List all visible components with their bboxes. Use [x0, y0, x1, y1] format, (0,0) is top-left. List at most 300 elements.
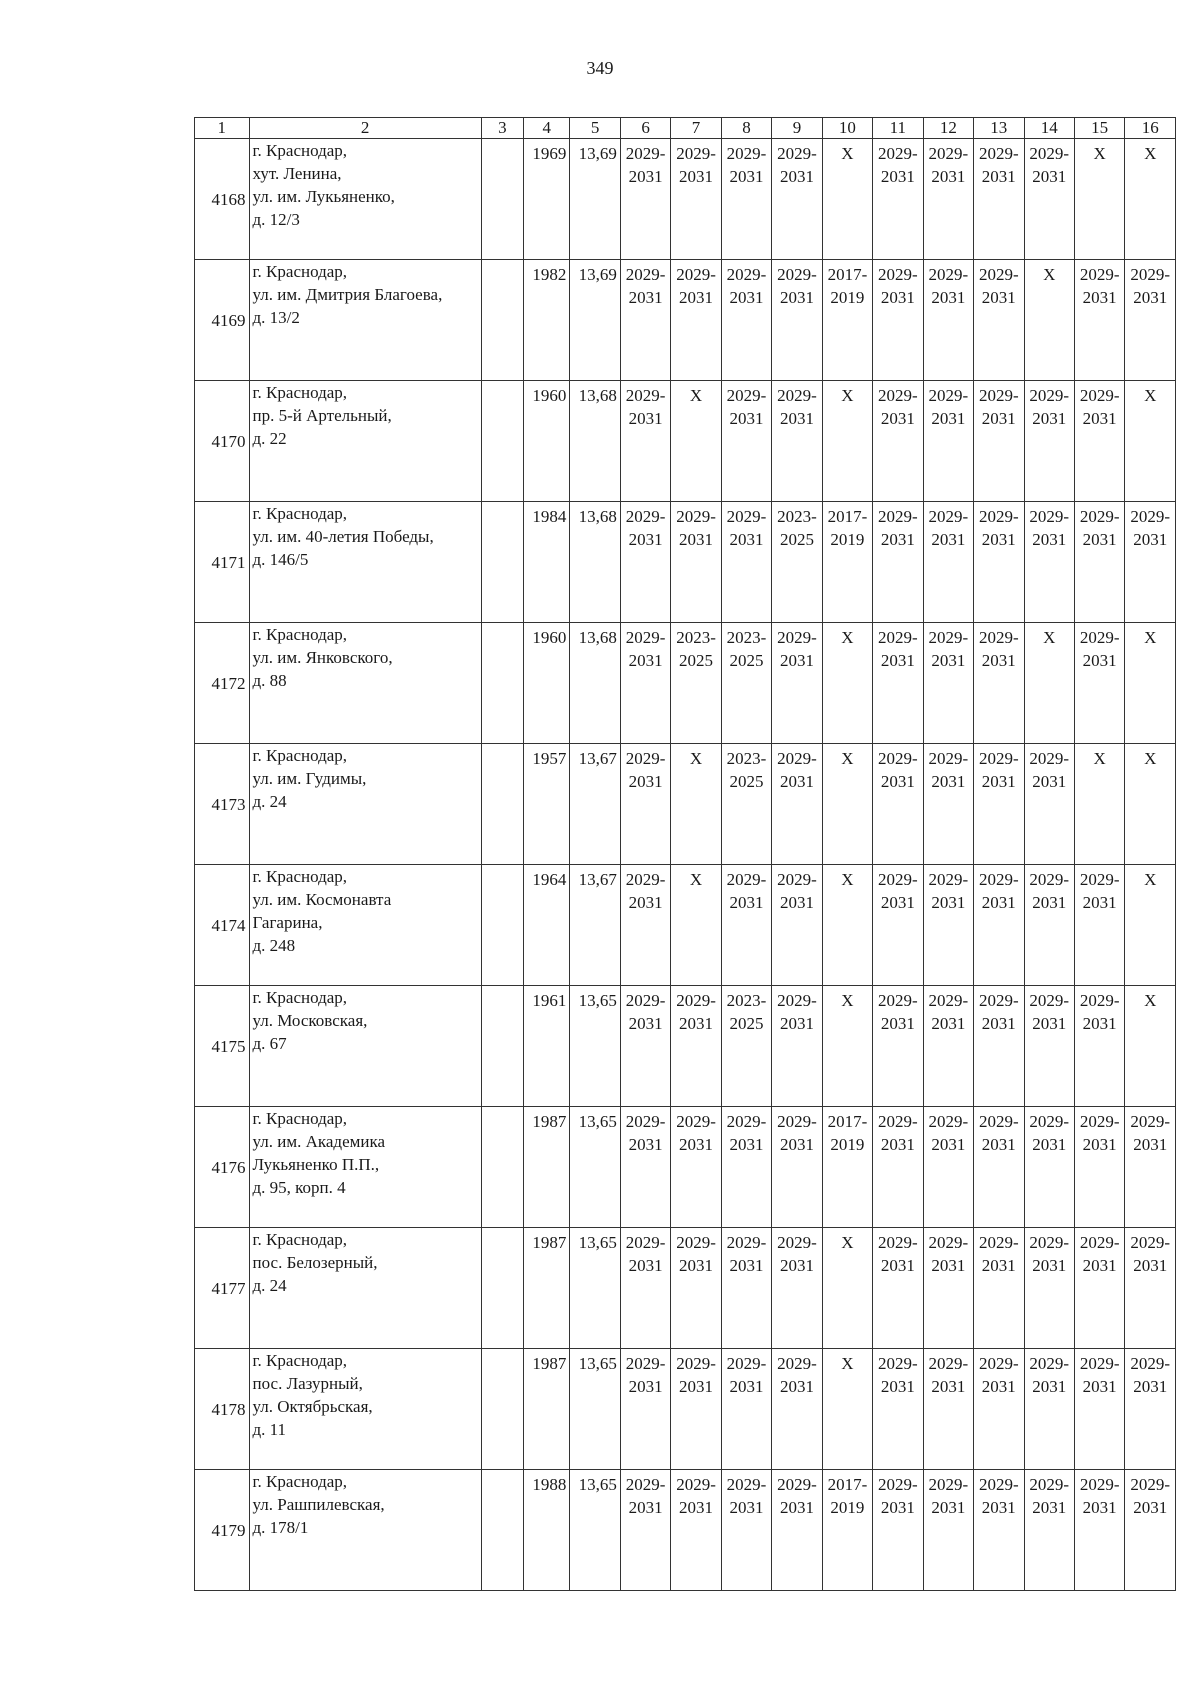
- period-text: 2029-: [978, 628, 1019, 647]
- value-cell: 13,65: [570, 1470, 620, 1591]
- period-text: 2029-: [726, 265, 767, 284]
- period-text: 2029-: [726, 870, 767, 889]
- period-text: 2017-: [827, 1475, 868, 1494]
- period-cell: [772, 381, 822, 502]
- period-cell: [1074, 502, 1124, 623]
- period-text: 2031: [628, 893, 663, 912]
- period-text: 2031: [679, 1135, 714, 1154]
- period-text: 2029-: [978, 507, 1019, 526]
- period-cell: [671, 381, 721, 502]
- address-line: д. 146/5: [252, 550, 309, 569]
- year-cell: 1960: [524, 381, 570, 502]
- period-cell: [822, 139, 872, 260]
- period-text: 2031: [679, 1498, 714, 1517]
- period-text: 2031: [981, 772, 1016, 791]
- period-text: 2029-: [1029, 1475, 1070, 1494]
- period-cell: [721, 986, 771, 1107]
- period-text: 2029-: [676, 1475, 716, 1494]
- period-text: X: [689, 386, 703, 405]
- period-text: 2031: [628, 1377, 663, 1396]
- period-text: 2031: [1032, 772, 1067, 791]
- address-line: ул. им. Академика: [252, 1132, 386, 1151]
- period-text: 2017-: [827, 1112, 868, 1131]
- row-number: 4172: [195, 623, 250, 744]
- period-text: 2031: [1032, 409, 1067, 428]
- period-cell: [721, 260, 771, 381]
- period-text: 2031: [628, 409, 663, 428]
- period-text: X: [841, 628, 854, 647]
- period-cell: [822, 1349, 872, 1470]
- period-text: 2023-: [676, 628, 716, 647]
- period-text: 2031: [981, 1256, 1016, 1275]
- address-line: г. Краснодар,: [252, 867, 348, 886]
- period-text: X: [841, 144, 854, 163]
- period-cell: [974, 260, 1024, 381]
- period-cell: [923, 1228, 973, 1349]
- address-line: пос. Лазурный,: [252, 1374, 363, 1393]
- year-cell: 1964: [524, 865, 570, 986]
- address-cell: [249, 744, 481, 865]
- period-text: 2029-: [1029, 991, 1070, 1010]
- period-text: 2029-: [777, 1112, 817, 1131]
- address-line: ул. им. Гудимы,: [252, 769, 367, 788]
- period-text: X: [841, 1354, 854, 1373]
- period-text: 2029-: [928, 749, 969, 768]
- address-line: д. 95, корп. 4: [252, 1178, 346, 1197]
- column-header: 4: [524, 118, 570, 139]
- year-cell: 1987: [524, 1107, 570, 1228]
- housing-schedule-table: [194, 117, 1176, 1591]
- period-cell: [822, 1107, 872, 1228]
- period-text: 2029-: [777, 1475, 817, 1494]
- address-cell: [249, 1349, 481, 1470]
- period-text: 2031: [1082, 530, 1117, 549]
- period-cell: [822, 381, 872, 502]
- period-cell: [620, 381, 670, 502]
- period-text: 2031: [1032, 1135, 1067, 1154]
- value-cell: 13,68: [570, 623, 620, 744]
- period-text: 2029-: [928, 1354, 969, 1373]
- period-cell: [671, 1107, 721, 1228]
- period-text: 2029-: [777, 628, 817, 647]
- period-cell: [923, 986, 973, 1107]
- period-cell: [1125, 1107, 1176, 1228]
- address-line: Гагарина,: [252, 913, 323, 932]
- period-cell: [873, 623, 923, 744]
- period-cell: [721, 1107, 771, 1228]
- period-cell: [1074, 623, 1124, 744]
- period-cell: [923, 139, 973, 260]
- period-cell: [671, 502, 721, 623]
- row-number: 4173: [195, 744, 250, 865]
- period-text: X: [1144, 144, 1157, 163]
- period-cell: [772, 1349, 822, 1470]
- period-cell: [974, 744, 1024, 865]
- period-text: 2029-: [928, 1112, 969, 1131]
- period-text: X: [1144, 870, 1157, 889]
- period-text: 2031: [679, 1014, 714, 1033]
- period-cell: [671, 1228, 721, 1349]
- address-line: ул. Московская,: [252, 1011, 368, 1030]
- year-cell: 1969: [524, 139, 570, 260]
- period-cell: [1074, 744, 1124, 865]
- period-cell: [923, 744, 973, 865]
- period-text: 2029-: [878, 1233, 918, 1252]
- period-text: 2031: [628, 1014, 663, 1033]
- empty-cell: [481, 623, 523, 744]
- empty-cell: [481, 260, 523, 381]
- year-cell: 1957: [524, 744, 570, 865]
- period-text: 2031: [880, 651, 915, 670]
- period-text: 2029-: [1079, 991, 1120, 1010]
- period-text: 2031: [729, 1498, 764, 1517]
- period-cell: [1125, 381, 1176, 502]
- period-cell: [1074, 139, 1124, 260]
- address-line: г. Краснодар,: [252, 1109, 348, 1128]
- year-cell: 1987: [524, 1349, 570, 1470]
- period-cell: [1125, 986, 1176, 1107]
- table-row: [195, 1349, 1176, 1470]
- period-cell: [923, 381, 973, 502]
- period-cell: [923, 865, 973, 986]
- period-text: 2031: [880, 1256, 915, 1275]
- address-line: г. Краснодар,: [252, 262, 348, 281]
- period-cell: [721, 865, 771, 986]
- period-text: 2031: [729, 1256, 764, 1275]
- period-text: 2031: [679, 530, 714, 549]
- period-text: 2029-: [1130, 1233, 1171, 1252]
- period-text: 2023-: [777, 507, 817, 526]
- period-text: 2031: [1082, 288, 1117, 307]
- period-cell: [772, 1107, 822, 1228]
- period-text: 2031: [931, 893, 966, 912]
- period-cell: [1125, 623, 1176, 744]
- period-text: 2029-: [1130, 265, 1171, 284]
- period-text: 2029-: [1079, 1112, 1120, 1131]
- period-cell: [671, 744, 721, 865]
- period-text: 2031: [880, 772, 915, 791]
- period-text: X: [1144, 749, 1157, 768]
- period-text: 2019: [830, 530, 865, 549]
- address-line: г. Краснодар,: [252, 625, 348, 644]
- period-cell: [1024, 865, 1074, 986]
- period-text: 2031: [931, 1256, 966, 1275]
- empty-cell: [481, 1228, 523, 1349]
- table-row: [195, 1470, 1176, 1591]
- period-text: 2029-: [928, 1233, 969, 1252]
- period-text: 2029-: [1079, 386, 1120, 405]
- period-cell: [1024, 1107, 1074, 1228]
- period-text: 2031: [981, 167, 1016, 186]
- table-row: [195, 502, 1176, 623]
- period-cell: [1074, 865, 1124, 986]
- period-text: 2031: [1032, 1377, 1067, 1396]
- period-cell: [721, 139, 771, 260]
- period-cell: [671, 865, 721, 986]
- period-text: 2029-: [625, 628, 666, 647]
- period-text: 2029-: [978, 1112, 1019, 1131]
- address-line: д. 24: [252, 792, 287, 811]
- period-text: 2031: [1082, 893, 1117, 912]
- year-cell: 1961: [524, 986, 570, 1107]
- period-text: 2029-: [777, 749, 817, 768]
- period-cell: [772, 744, 822, 865]
- period-cell: [822, 502, 872, 623]
- period-cell: [620, 1228, 670, 1349]
- address-cell: [249, 381, 481, 502]
- period-cell: [620, 1349, 670, 1470]
- period-text: 2031: [779, 651, 814, 670]
- period-text: 2031: [628, 167, 663, 186]
- row-number: 4177: [195, 1228, 250, 1349]
- period-cell: [974, 623, 1024, 744]
- period-text: 2029-: [625, 265, 666, 284]
- period-cell: [1125, 502, 1176, 623]
- period-cell: [721, 381, 771, 502]
- period-text: 2031: [880, 893, 915, 912]
- period-text: 2019: [830, 1498, 865, 1517]
- period-text: 2029-: [928, 265, 969, 284]
- period-text: 2031: [679, 1377, 714, 1396]
- period-cell: [1125, 139, 1176, 260]
- table-row: [195, 744, 1176, 865]
- value-cell: 13,65: [570, 1349, 620, 1470]
- row-number: 4168: [195, 139, 250, 260]
- period-text: 2031: [1082, 1014, 1117, 1033]
- year-cell: 1988: [524, 1470, 570, 1591]
- table-body: [195, 139, 1176, 1591]
- period-text: 2025: [729, 1014, 764, 1033]
- column-header: 16: [1125, 118, 1176, 139]
- period-cell: [1074, 986, 1124, 1107]
- address-line: Лукьяненко П.П.,: [252, 1155, 380, 1174]
- period-text: 2031: [1082, 409, 1117, 428]
- period-cell: [1024, 986, 1074, 1107]
- period-text: 2029-: [978, 265, 1019, 284]
- period-cell: [620, 623, 670, 744]
- value-cell: 13,68: [570, 502, 620, 623]
- address-line: г. Краснодар,: [252, 504, 348, 523]
- empty-cell: [481, 1470, 523, 1591]
- period-cell: [1074, 381, 1124, 502]
- period-text: 2031: [880, 1498, 915, 1517]
- row-number: 4176: [195, 1107, 250, 1228]
- address-line: г. Краснодар,: [252, 746, 348, 765]
- period-cell: [923, 623, 973, 744]
- column-header: 1: [195, 118, 250, 139]
- period-text: 2029-: [676, 1354, 716, 1373]
- row-number: 4171: [195, 502, 250, 623]
- period-cell: [1024, 260, 1074, 381]
- period-cell: [923, 502, 973, 623]
- column-header: 9: [772, 118, 822, 139]
- period-text: 2029-: [1029, 507, 1070, 526]
- row-number: 4175: [195, 986, 250, 1107]
- period-text: 2031: [880, 1135, 915, 1154]
- year-cell: 1984: [524, 502, 570, 623]
- period-text: 2029-: [676, 507, 716, 526]
- period-text: X: [1093, 144, 1106, 163]
- period-text: 2031: [931, 1135, 966, 1154]
- value-cell: 13,65: [570, 1107, 620, 1228]
- period-cell: [923, 1107, 973, 1228]
- period-cell: [721, 623, 771, 744]
- period-text: X: [689, 749, 703, 768]
- address-line: ул. им. Лукьяненко,: [252, 187, 395, 206]
- value-cell: 13,67: [570, 744, 620, 865]
- period-text: 2029-: [1079, 1475, 1120, 1494]
- period-text: 2029-: [625, 870, 666, 889]
- period-cell: [671, 623, 721, 744]
- period-text: 2029-: [676, 991, 716, 1010]
- address-line: ул. Рашпилевская,: [252, 1495, 385, 1514]
- period-cell: [873, 1107, 923, 1228]
- period-text: 2029-: [625, 1354, 666, 1373]
- year-cell: 1960: [524, 623, 570, 744]
- period-text: 2029-: [726, 507, 767, 526]
- period-text: 2029-: [978, 144, 1019, 163]
- period-text: 2031: [1032, 893, 1067, 912]
- address-cell: [249, 260, 481, 381]
- period-text: 2029-: [878, 991, 918, 1010]
- period-cell: [671, 986, 721, 1107]
- period-text: 2029-: [1130, 507, 1171, 526]
- period-text: 2025: [729, 651, 764, 670]
- period-cell: [873, 865, 923, 986]
- row-number: 4170: [195, 381, 250, 502]
- period-cell: [873, 1349, 923, 1470]
- period-cell: [974, 381, 1024, 502]
- period-cell: [721, 1349, 771, 1470]
- period-text: 2029-: [1029, 749, 1070, 768]
- period-cell: [974, 1349, 1024, 1470]
- period-text: 2031: [1082, 651, 1117, 670]
- address-line: г. Краснодар,: [252, 1230, 348, 1249]
- empty-cell: [481, 744, 523, 865]
- period-cell: [1074, 1349, 1124, 1470]
- period-text: 2029-: [978, 991, 1019, 1010]
- address-line: ул. им. Космонавта: [252, 890, 392, 909]
- period-text: 2029-: [978, 749, 1019, 768]
- period-text: 2029-: [777, 265, 817, 284]
- period-text: 2031: [779, 1498, 814, 1517]
- period-text: 2029-: [978, 870, 1019, 889]
- period-text: 2031: [729, 893, 764, 912]
- period-text: 2029-: [978, 1354, 1019, 1373]
- period-text: 2029-: [878, 144, 918, 163]
- period-text: 2031: [729, 530, 764, 549]
- period-text: 2031: [779, 1256, 814, 1275]
- row-number: 4174: [195, 865, 250, 986]
- period-text: 2031: [779, 1377, 814, 1396]
- table-row: [195, 1228, 1176, 1349]
- period-text: 2031: [729, 1135, 764, 1154]
- period-cell: [1024, 381, 1074, 502]
- address-line: г. Краснодар,: [252, 141, 348, 160]
- period-text: 2031: [981, 1377, 1016, 1396]
- period-text: X: [841, 749, 854, 768]
- period-text: 2029-: [928, 144, 969, 163]
- address-cell: [249, 139, 481, 260]
- period-text: 2029-: [1079, 1354, 1120, 1373]
- period-text: 2031: [880, 288, 915, 307]
- period-text: 2031: [628, 530, 663, 549]
- column-header: 14: [1024, 118, 1074, 139]
- period-text: 2031: [981, 530, 1016, 549]
- column-header: 11: [873, 118, 923, 139]
- period-cell: [671, 139, 721, 260]
- table-row: [195, 986, 1176, 1107]
- period-text: 2029-: [1130, 1112, 1171, 1131]
- period-text: 2031: [679, 288, 714, 307]
- value-cell: 13,68: [570, 381, 620, 502]
- period-text: 2029-: [1029, 386, 1070, 405]
- address-cell: [249, 1228, 481, 1349]
- period-cell: [873, 1470, 923, 1591]
- column-header: 2: [249, 118, 481, 139]
- period-cell: [1125, 1228, 1176, 1349]
- period-text: 2031: [779, 1135, 814, 1154]
- period-text: 2031: [931, 288, 966, 307]
- period-cell: [620, 502, 670, 623]
- period-text: 2031: [931, 167, 966, 186]
- period-cell: [1125, 744, 1176, 865]
- period-text: 2029-: [928, 386, 969, 405]
- period-text: X: [1043, 628, 1056, 647]
- column-header: 3: [481, 118, 523, 139]
- period-cell: [1024, 1470, 1074, 1591]
- period-text: 2029-: [777, 386, 817, 405]
- period-text: 2029-: [1079, 1233, 1120, 1252]
- period-text: 2029-: [878, 265, 918, 284]
- period-cell: [923, 1349, 973, 1470]
- row-number: 4179: [195, 1470, 250, 1591]
- empty-cell: [481, 1349, 523, 1470]
- period-text: 2029-: [1130, 1354, 1171, 1373]
- period-cell: [772, 260, 822, 381]
- address-line: г. Краснодар,: [252, 1472, 348, 1491]
- period-text: 2031: [779, 772, 814, 791]
- column-header: 7: [671, 118, 721, 139]
- period-cell: [671, 1470, 721, 1591]
- address-cell: [249, 502, 481, 623]
- period-text: 2031: [1133, 530, 1168, 549]
- period-text: 2029-: [928, 991, 969, 1010]
- period-text: 2031: [1032, 1498, 1067, 1517]
- address-line: д. 22: [252, 429, 287, 448]
- period-text: 2029-: [726, 1475, 767, 1494]
- period-text: 2031: [931, 409, 966, 428]
- period-cell: [1074, 1107, 1124, 1228]
- period-cell: [822, 1470, 872, 1591]
- period-cell: [923, 1470, 973, 1591]
- period-text: 2029-: [726, 386, 767, 405]
- table-row: [195, 623, 1176, 744]
- period-text: 2031: [931, 1498, 966, 1517]
- address-line: д. 12/3: [252, 210, 300, 229]
- period-text: X: [841, 870, 854, 889]
- period-text: X: [841, 386, 854, 405]
- period-text: 2023-: [726, 628, 767, 647]
- table-row: [195, 260, 1176, 381]
- period-text: 2029-: [777, 1354, 817, 1373]
- period-text: 2031: [729, 1377, 764, 1396]
- period-text: 2031: [1133, 288, 1168, 307]
- period-text: 2025: [779, 530, 814, 549]
- address-cell: [249, 623, 481, 744]
- period-text: 2029-: [676, 144, 716, 163]
- period-text: 2029-: [726, 1112, 767, 1131]
